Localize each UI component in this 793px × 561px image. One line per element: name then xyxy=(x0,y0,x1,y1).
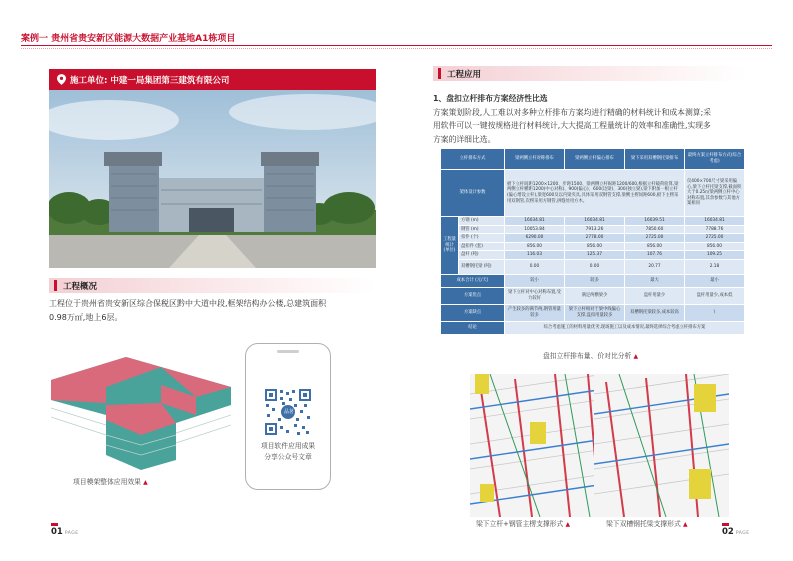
phone-notch xyxy=(277,350,299,353)
table-row: 成本合计 (元/天) 较小 较多 最大 最小 xyxy=(441,274,745,287)
page-number-left: 01 PAGE xyxy=(51,527,79,537)
caption-triangle-icon: ▲ xyxy=(143,479,148,486)
table-row: 方案优点 梁下立杆对中心对称布置,受力较好 满足两横梁少 盘杆用量少 盘杆用量少,成本低 xyxy=(441,287,745,304)
overview-title: 工程概况 xyxy=(63,281,98,292)
application-intro: 1、盘扣立杆排布方案经济性比选 方案策划阶段,人工难以对多种立杆排布方案均进行精确的材料统计和成本测算;采 用软件可以一键按规格进行材料统计,大大提高工程量统计的效率和准确性,实现多 方案的详细比选。 xyxy=(433,94,711,144)
table-row: 双槽钢托梁 (吨) 0.00 0.00 20.77 2.18 xyxy=(441,259,745,274)
table-row: 盘扣件 (套) 856.00 856.00 856.00 856.00 xyxy=(441,242,745,251)
qr-center-logo: 品茗 xyxy=(283,409,294,415)
table-header-row: 立杆排布方式 梁两侧立杆对称排布 梁两侧立杆偏心排布 梁下采用双槽钢托梁排布 最终方案立杆排布方式(综合考虑) xyxy=(441,149,745,170)
page-tab-mark-left xyxy=(51,523,58,526)
header-dotted-rule xyxy=(21,48,772,49)
page-tab-mark-right xyxy=(722,523,729,526)
header-divider xyxy=(21,45,772,46)
table-caption: 盘扣立杆排布量、价对比分析 ▲ xyxy=(543,352,639,360)
caption-triangle-icon: ▲ xyxy=(565,521,571,528)
building-rendering-image xyxy=(49,90,376,268)
table-row: 架体设计参数 板下立杆间距1200×1200、步距1500、梁两侧立杆纵距1200/600,根据立杆载荷验算,梁两侧立杆横距1200(中心对称)、900(偏心)、600(边梁)、300(独立梁),梁下附加一根立杆(偏心增设立杆),梁宽600及以内梁夹具,具体采用双钢管支撑,梁侧主楞间距600,板下主楞采用双钢管,次楞采用方钢管,拼缝处用方木。 仅400×700尺寸梁采用偏心,梁下立杆托梁支撑,截面积大于0.25㎡梁两侧立杆中心对称布置,其余参数与其他方案相同 xyxy=(441,170,745,217)
table-row: 钢管 (m) 10053.84 7913.26 7850.60 7788.76 xyxy=(441,225,745,234)
model-caption: 项目模架整体应用效果 ▲ xyxy=(73,478,148,486)
caption-triangle-icon: ▲ xyxy=(682,521,688,528)
overview-section-header xyxy=(49,278,376,293)
section-caption-left: 梁下立杆+钢管主楞支撑形式 ▲ xyxy=(476,520,571,528)
page-number-right: 02 PAGE xyxy=(722,527,750,537)
phone-text-line-2: 分享公众号文章 xyxy=(264,453,312,461)
location-pin-icon xyxy=(57,74,66,85)
double-channel-support-section-image xyxy=(594,374,729,517)
page-header-title: 案例一 贵州省贵安新区能源大数据产业基地A1栋项目 xyxy=(21,34,236,44)
table-row: 方案缺点 产生较多的满节两,钢管用量较多 梁下立杆相对于梁中线偏心支撑,盘扣用量较多 双槽钢托梁较多,成本较高 \ xyxy=(441,304,745,321)
isometric-model-image xyxy=(46,345,231,470)
table-row: 盘杆 (吨) 116.03 125.37 107.76 109.25 xyxy=(441,251,745,260)
section-caption-right: 梁下双槽钢托梁支撑形式 ▲ xyxy=(606,520,688,528)
application-title: 工程应用 xyxy=(447,69,482,80)
contractor-banner xyxy=(49,69,376,90)
application-section-header xyxy=(433,66,746,81)
scheme-comparison-table xyxy=(440,148,745,335)
table-row: 扣件 (个) 6290.00 2778.00 2725.00 2725.00 xyxy=(441,234,745,243)
phone-text-line-1: 项目软件应用成果 xyxy=(260,442,316,450)
contractor-label: 施工单位: 中建一局集团第三建筑有限公司 xyxy=(70,75,230,86)
phone-mockup xyxy=(245,343,331,490)
steel-pipe-support-section-image xyxy=(470,374,605,517)
overview-text: 工程位于贵州省贵安新区综合保税区黔中大道中段,框架结构办公楼,总建筑面积 0.98万㎡,地上6层。 xyxy=(49,299,327,322)
table-row: 结论 综合考虑施工的材料用量优劣,现场施工以及成本情况,最终选择综合考虑立杆排布方案 xyxy=(441,321,745,334)
caption-triangle-icon: ▲ xyxy=(633,353,639,360)
table-row: 工程量统计(单位) 方钢 (m) 16034.81 16034.81 16039.51 16034.81 xyxy=(441,217,745,226)
